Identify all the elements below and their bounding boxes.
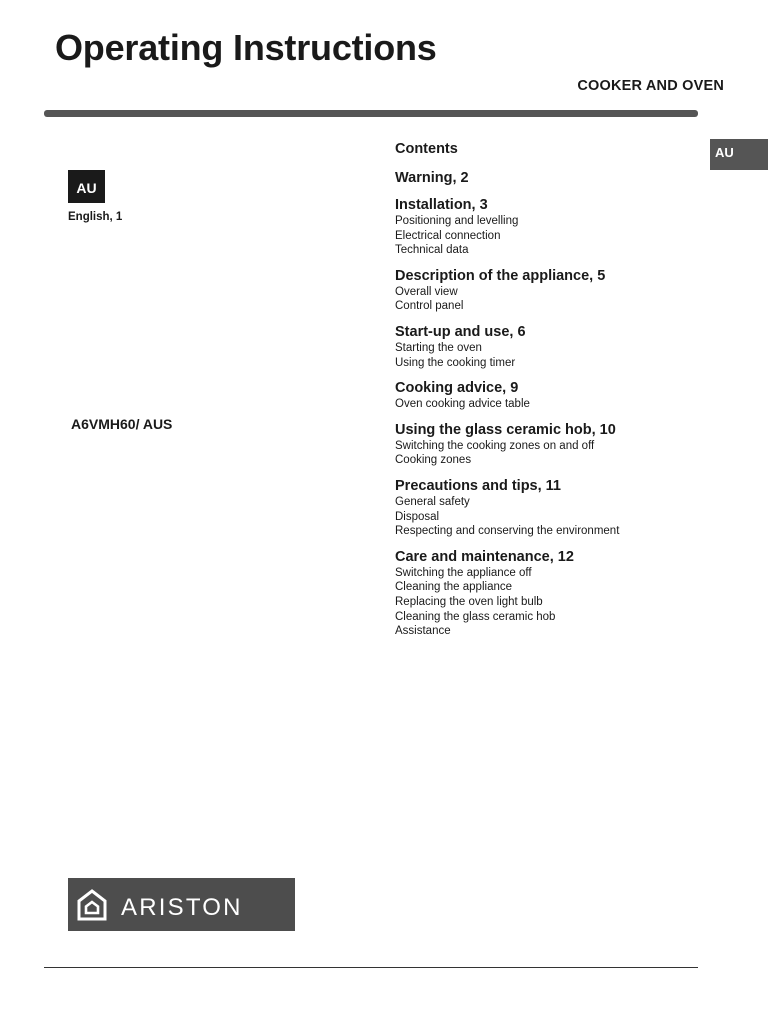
section-item: Switching the appliance off <box>395 566 532 579</box>
section-title: Using the glass ceramic hob, 10 <box>395 421 616 438</box>
section-item: Respecting and conserving the environment <box>395 525 620 538</box>
contents-section <box>395 549 695 639</box>
section-item: Cooking zones <box>395 454 472 467</box>
page-title: Operating Instructions <box>55 27 437 68</box>
section-items <box>395 397 695 412</box>
section-title: Warning, 2 <box>395 170 469 186</box>
section-title: Start-up and use, 6 <box>395 323 526 340</box>
contents-section <box>395 422 695 468</box>
section-item: Overall view <box>395 285 458 298</box>
section-title: Care and maintenance, 12 <box>395 548 574 565</box>
contents-section <box>395 478 695 539</box>
section-item: Technical data <box>395 244 469 257</box>
section-item: Cleaning the appliance <box>395 581 513 594</box>
section-item: Positioning and levelling <box>395 215 519 227</box>
section-title: Cooking advice, 9 <box>395 380 519 397</box>
contents-section <box>395 197 695 258</box>
language-side-tab: AU <box>710 139 768 170</box>
section-items <box>395 214 695 258</box>
model-number: A6VMH60/ AUS <box>71 416 173 432</box>
section-item: Control panel <box>395 300 464 313</box>
section-item: Cleaning the glass ceramic hob <box>395 610 556 623</box>
section-item: Disposal <box>395 510 440 523</box>
section-item: Replacing the oven light bulb <box>395 595 543 608</box>
header-divider <box>44 110 698 117</box>
section-items <box>395 439 695 468</box>
house-icon <box>77 889 107 921</box>
contents-heading: Contents <box>395 141 458 157</box>
brand-name: ARISTON <box>121 893 243 921</box>
section-items <box>395 285 695 314</box>
section-title: Installation, 3 <box>395 197 488 213</box>
contents-section <box>395 324 695 370</box>
section-item: Switching the cooking zones on and off <box>395 439 595 452</box>
section-title: Description of the appliance, 5 <box>395 267 606 284</box>
table-of-contents <box>395 141 695 649</box>
section-item: Starting the oven <box>395 341 482 354</box>
contents-section <box>395 268 695 314</box>
language-badge: AU <box>68 170 105 203</box>
brand-logo <box>68 878 295 931</box>
footer-divider <box>44 967 698 968</box>
contents-section <box>395 380 695 412</box>
section-items <box>395 566 695 639</box>
section-items <box>395 495 695 539</box>
section-items <box>395 341 695 370</box>
language-entry: English, 1 <box>68 211 123 223</box>
contents-sections <box>395 170 695 639</box>
section-item: Using the cooking timer <box>395 356 516 369</box>
section-item: General safety <box>395 495 470 508</box>
contents-section <box>395 170 695 187</box>
section-item: Electrical connection <box>395 229 501 242</box>
page-subtitle: COOKER AND OVEN <box>577 78 724 94</box>
section-item: Oven cooking advice table <box>395 398 530 411</box>
section-item: Assistance <box>395 625 451 638</box>
section-title: Precautions and tips, 11 <box>395 477 561 494</box>
